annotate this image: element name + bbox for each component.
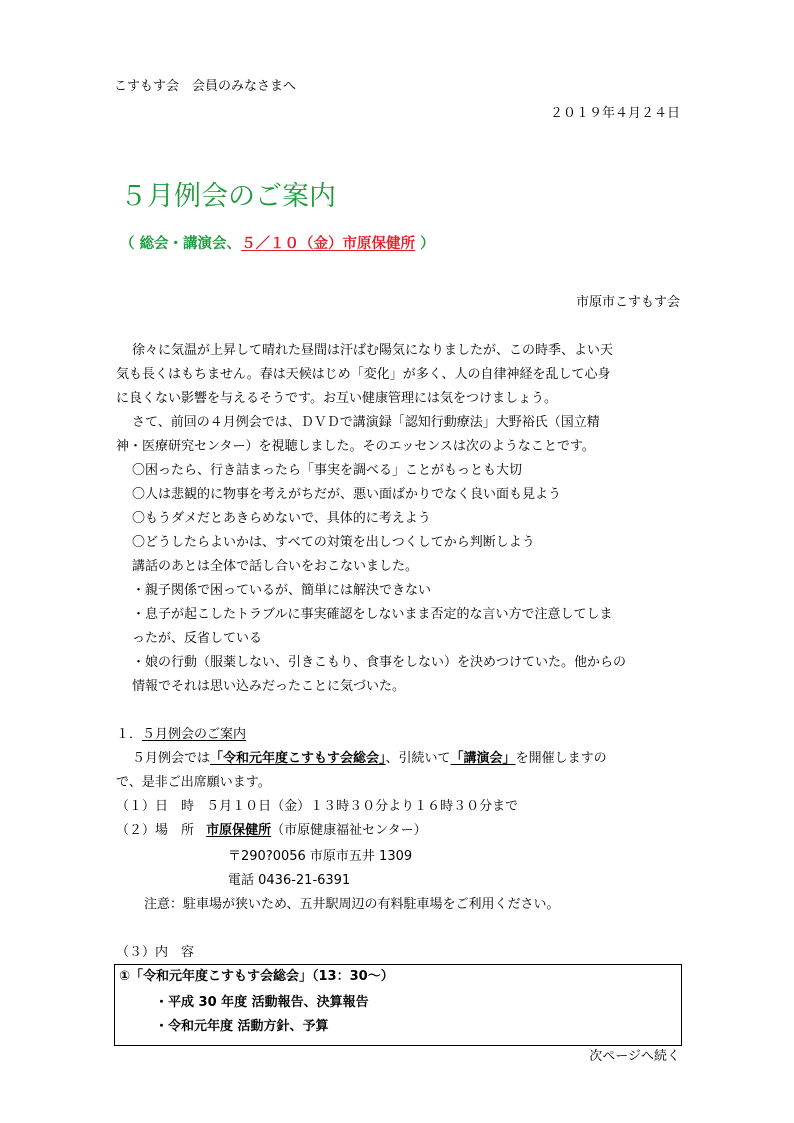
phone: 電話 0436-21-6391 [228,873,351,888]
body-line: さて、前回の４月例会では、ＤＶＤで講演録「認知行動療法」大野裕氏（国立精 [132,415,600,430]
datetime-value: ５月１０日（金）１３時３０分より１６時３０分まで [206,799,519,814]
intro-general-meeting: 「令和元年度こすもす会総会」 [210,751,386,766]
agenda-sub-item: ・平成 30 年度 活動報告、決算報告 [155,995,369,1010]
datetime-row [116,799,518,815]
place-label: （２）場 所 [116,823,195,838]
body-bullet: ・娘の行動（服薬しない、引きこもり、食事をしない）を決めつけていた。他からの [132,655,627,670]
body-line: 講話のあとは全体で話し合いをおこないました。 [132,559,419,574]
body-line: 気も長くはもちません。春は天候はじめ「変化」が多く、人の自律神経を乱して心身 [116,367,611,382]
content-label: （３）内 容 [116,945,195,960]
body-bullet-cont: 情報でそれは思い込みだったことに気づいた。 [132,679,406,694]
intro-lecture: 「講演会」 [450,751,516,766]
place-name: 市原保健所 [206,823,272,838]
body-bullet-cont: ったが、反省している [132,631,263,646]
intro-c: 、引続いて [385,751,451,766]
subtitle [120,235,435,253]
intro-a: ５月例会では [132,751,211,766]
section1-intro-line2: で、是非ご出席願います。 [116,775,271,790]
section1-number: １． [116,727,143,742]
subtitle-close-paren: ） [420,236,435,252]
subtitle-green-part: 総会・講演会、 [139,236,242,252]
body-line: に良くない影響を与えるそうです。お互い健康管理には気をつけましょう。 [116,391,557,406]
body-bullet: 〇人は悲観的に物事を考えがちだが、悪い面ばかりでなく良い面も見よう [132,487,562,502]
body-line: 徐々に気温が上昇して晴れた昼間は汗ばむ陽気になりましたが、この時季、よい天 [132,343,614,358]
address: 〒290?0056 市原市五井 1309 [228,849,413,864]
body-line: 神・医療研究センター）を視聴しました。そのエッセンスは次のようなことです。 [116,439,595,454]
body-bullet: 〇もうダメだとあきらめないで、具体的に考えよう [132,511,431,526]
agenda-item-title: ①「令和元年度こすもす会総会」（13：30～） [119,969,394,984]
date: ２０１９年４月２４日 [549,106,680,121]
body-bullet: 〇困ったら、行き詰まったら「事実を調べる」ことがもっとも大切 [132,463,523,478]
parking-note: 注意：駐車場が狭いため、五井駅周辺の有料駐車場をご利用ください。 [144,897,560,912]
datetime-label: （１）日 時 [116,799,195,814]
subtitle-open-paren: （ [120,236,135,252]
agenda-box [114,964,682,1046]
section1-title: ５月例会のご案内 [142,727,247,742]
place-row [116,823,427,839]
body-bullet: ・息子が起こしたトラブルに事実確認をしないまま否定的な言い方で注意してしま [132,607,613,622]
page-title: ５月例会のご案内 [120,181,336,212]
subtitle-red-part: ５／１０（金）市原保健所 [241,236,416,252]
body-bullet: ・親子関係で困っているが、簡単には解決できない [132,583,432,598]
body-bullet: 〇どうしたらよいかは、すべての対策を出しつくしてから判断しよう [132,535,535,550]
section1-heading [116,727,246,743]
continued-note: 次ページへ続く [589,1049,680,1064]
place-note: （市原健康福祉センター） [271,823,427,838]
agenda-sub-item: ・令和元年度 活動方針、予算 [155,1019,329,1034]
recipient-line: こすもす会 会員のみなさまへ [114,79,297,94]
intro-e: を開催しますの [515,751,607,766]
section1-intro [132,751,607,767]
sender: 市原市こすもす会 [575,295,680,310]
